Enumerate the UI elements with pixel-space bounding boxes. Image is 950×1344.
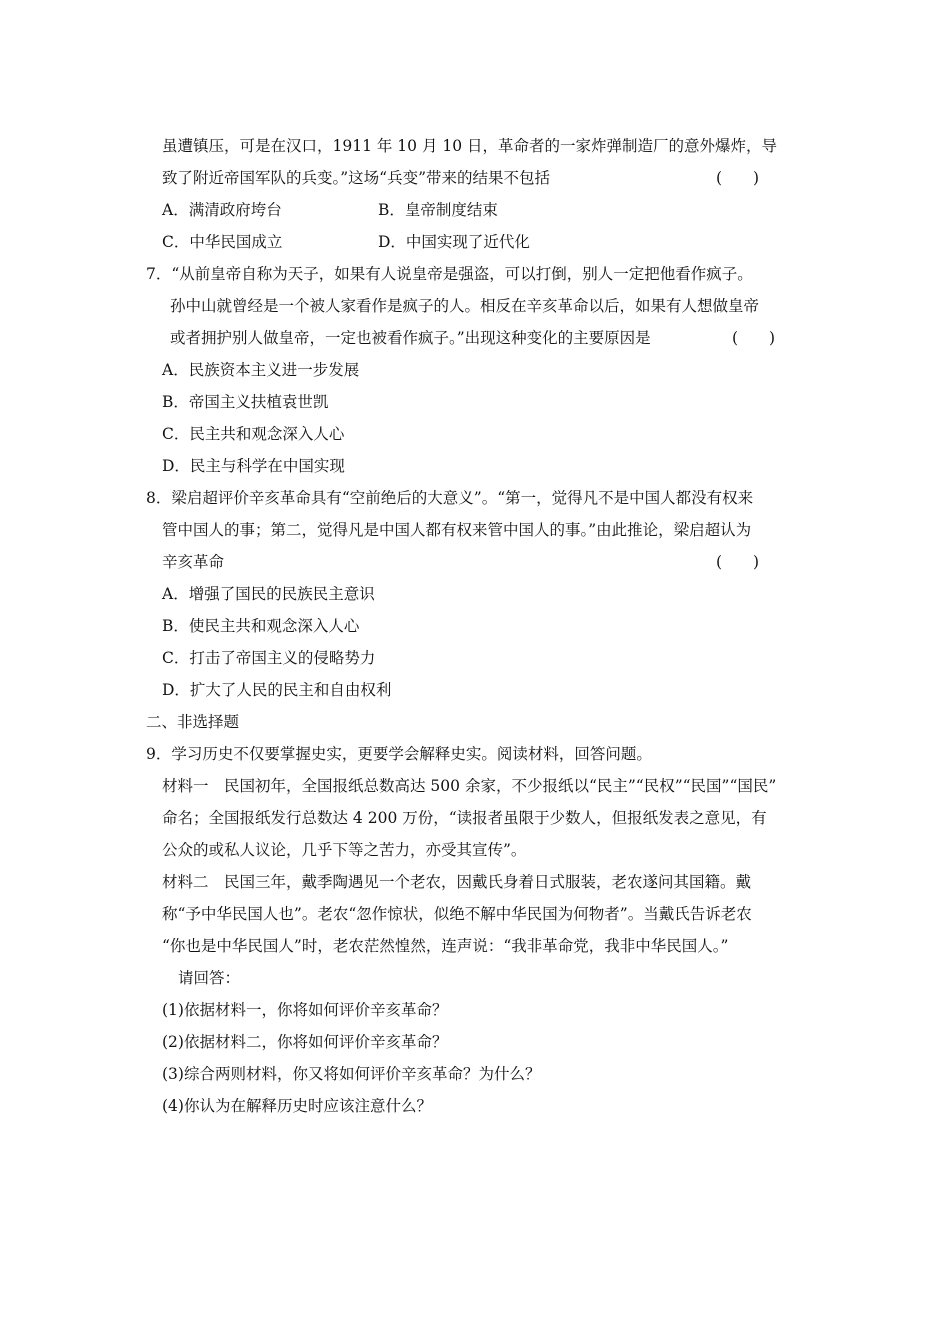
q7-stem-line-2: 孙中山就曾经是一个被人家看作是疯子的人。相反在辛亥革命以后，如果有人想做皇帝: [170, 297, 760, 315]
q9-material1-line-3: 公众的或私人议论，几乎下等之苦力，亦受其宣传”。: [162, 841, 527, 859]
q8-stem-line-3: 辛亥革命: [162, 553, 225, 571]
q9-question-1: (1)依据材料一，你将如何评价辛亥革命？: [162, 1001, 448, 1019]
q7-option-c: C．民主共和观念深入人心: [162, 425, 345, 443]
section-heading-non-choice: 二、非选择题: [146, 713, 240, 731]
q8-option-a: A．增强了国民的民族民主意识: [162, 585, 375, 603]
q7-option-a: A．民族资本主义进一步发展: [162, 361, 360, 379]
q9-question-2: (2)依据材料二，你将如何评价辛亥革命？: [162, 1033, 448, 1051]
q9-material1-line-2: 命名；全国报纸发行总数达 4 200 万份，“读报者虽限于少数人，但报纸发表之意见，有: [162, 809, 767, 827]
q9-material2-line-3: “你也是中华民国人”时，老农茫然惶然，连声说：“我非革命党，我非中华民国人。”: [162, 937, 729, 955]
q9-stem: 9．学习历史不仅要掌握史实，更要学会解释史实。阅读材料，回答问题。: [146, 745, 652, 763]
q6-option-d: D．中国实现了近代化: [378, 233, 530, 251]
q6-option-c: C．中华民国成立: [162, 233, 283, 251]
q9-prompt: 请回答：: [178, 969, 241, 987]
q6-option-b: B．皇帝制度结束: [378, 201, 498, 219]
q9-question-4: (4)你认为在解释历史时应该注意什么？: [162, 1097, 432, 1115]
q8-stem-line-1: 8．梁启超评价辛亥革命具有“空前绝后的大意义”。“第一，觉得凡不是中国人都没有权来: [146, 489, 754, 507]
q8-stem-line-2: 管中国人的事；第二，觉得凡是中国人都有权来管中国人的事。”由此推论，梁启超认为: [162, 521, 752, 539]
q8-option-c: C．打击了帝国主义的侵略势力: [162, 649, 376, 667]
q6-text-line-1: 虽遭镇压，可是在汉口，1911 年 10 月 10 日，革命者的一家炸弹制造厂的意外爆炸，导: [162, 137, 778, 155]
q7-stem-line-3: 或者拥护别人做皇帝，一定也被看作疯子。”出现这种变化的主要原因是: [170, 329, 651, 347]
q6-option-a: A．满清政府垮台: [162, 201, 282, 219]
q9-material2-line-2: 称“予中华民国人也”。老农“忽作惊状，似绝不解中华民国为何物者”。当戴氏告诉老农: [162, 905, 752, 923]
q6-answer-blank: ( ): [716, 169, 760, 187]
q9-material1-line-1: 材料一 民国初年，全国报纸总数高达 500 余家，不少报纸以“民主”“民权”“民国”“国民”: [162, 777, 777, 795]
q7-stem-line-1: 7．“从前皇帝自称为天子，如果有人说皇帝是强盗，可以打倒，别人一定把他看作疯子。: [146, 265, 753, 283]
q7-option-b: B．帝国主义扶植袁世凯: [162, 393, 329, 411]
q6-text-line-2: 致了附近帝国军队的兵变。”这场“兵变”带来的结果不包括: [162, 169, 551, 187]
q7-option-d: D．民主与科学在中国实现: [162, 457, 345, 475]
q9-material2-line-1: 材料二 民国三年，戴季陶遇见一个老农，因戴氏身着日式服装，老农遂问其国籍。戴: [162, 873, 752, 891]
q8-option-b: B．使民主共和观念深入人心: [162, 617, 360, 635]
q7-answer-blank: ( ): [732, 329, 776, 347]
q8-option-d: D．扩大了人民的民主和自由权利: [162, 681, 392, 699]
q8-answer-blank: ( ): [716, 553, 760, 571]
q9-question-3: (3)综合两则材料，你又将如何评价辛亥革命？为什么？: [162, 1065, 541, 1083]
